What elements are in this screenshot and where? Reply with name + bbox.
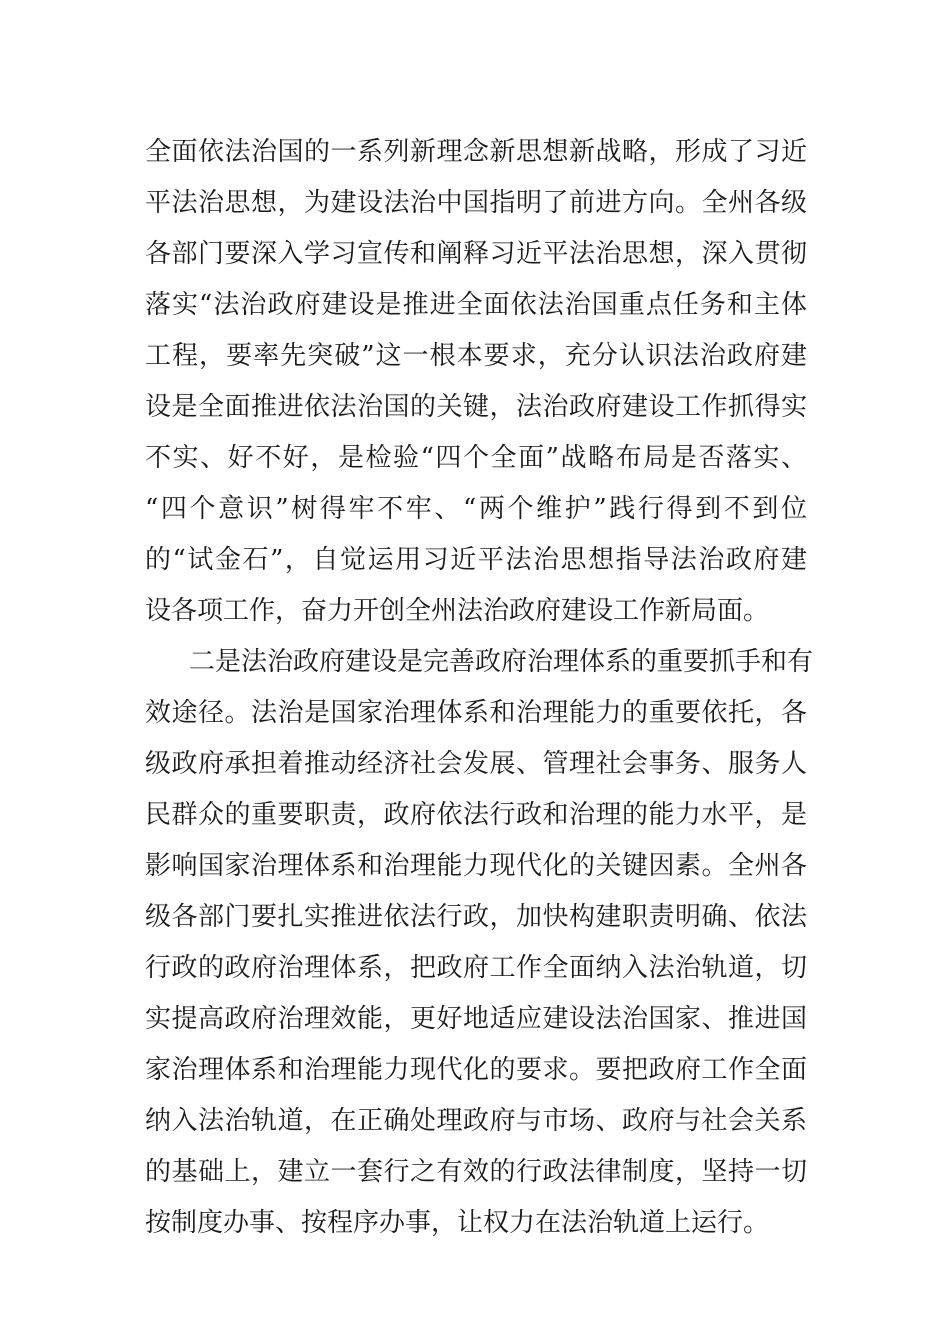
text-line: 民群众的重要职责，政府依法行政和治理的能力水平，是 xyxy=(145,800,807,830)
text-line: 工程，要率先突破”这一根本要求，充分认识法治政府建 xyxy=(145,341,807,371)
text-line: 不实、好不好，是检验“四个全面”战略布局是否落实、 xyxy=(145,443,807,473)
body-text xyxy=(145,127,814,1249)
text-line: 行政的政府治理体系，把政府工作全面纳入法治轨道，切 xyxy=(145,953,807,983)
text-line: 级各部门要扎实推进依法行政，加快构建职责明确、依法 xyxy=(145,902,807,932)
text-line: 的“试金石”，自觉运用习近平法治思想指导法治政府建 xyxy=(145,545,807,575)
text-line: 按制度办事、按程序办事，让权力在法治轨道上运行。 xyxy=(145,1208,770,1238)
text-line: 纳入法治轨道，在正确处理政府与市场、政府与社会关系 xyxy=(145,1106,807,1136)
text-line: 效途径。法治是国家治理体系和治理能力的重要依托，各 xyxy=(145,698,807,728)
text-line: 影响国家治理体系和治理能力现代化的关键因素。全州各 xyxy=(145,851,807,881)
text-line: 家治理体系和治理能力现代化的要求。要把政府工作全面 xyxy=(145,1055,807,1085)
text-line: 级政府承担着推动经济社会发展、管理社会事务、服务人 xyxy=(145,749,807,779)
text-line: 实提高政府治理效能，更好地适应建设法治国家、推进国 xyxy=(145,1004,807,1034)
paragraph-start-line: 二是法治政府建设是完善政府治理体系的重要抓手和有 xyxy=(189,647,814,677)
text-line: 平法治思想，为建设法治中国指明了前进方向。全州各级 xyxy=(145,188,807,218)
text-line: 全面依法治国的一系列新理念新思想新战略，形成了习近 xyxy=(145,137,807,167)
text-line: 设是全面推进依法治国的关键，法治政府建设工作抓得实 xyxy=(145,392,807,422)
text-line: 落实“法治政府建设是推进全面依法治国重点任务和主体 xyxy=(145,290,807,320)
text-line: 的基础上，建立一套行之有效的行政法律制度，坚持一切 xyxy=(145,1157,807,1187)
text-line: 设各项工作，奋力开创全州法治政府建设工作新局面。 xyxy=(145,596,770,626)
text-line: “四个意识”树得牢不牢、“两个维护”践行得到不到位 xyxy=(145,494,807,524)
text-line: 各部门要深入学习宣传和阐释习近平法治思想，深入贯彻 xyxy=(145,239,807,269)
